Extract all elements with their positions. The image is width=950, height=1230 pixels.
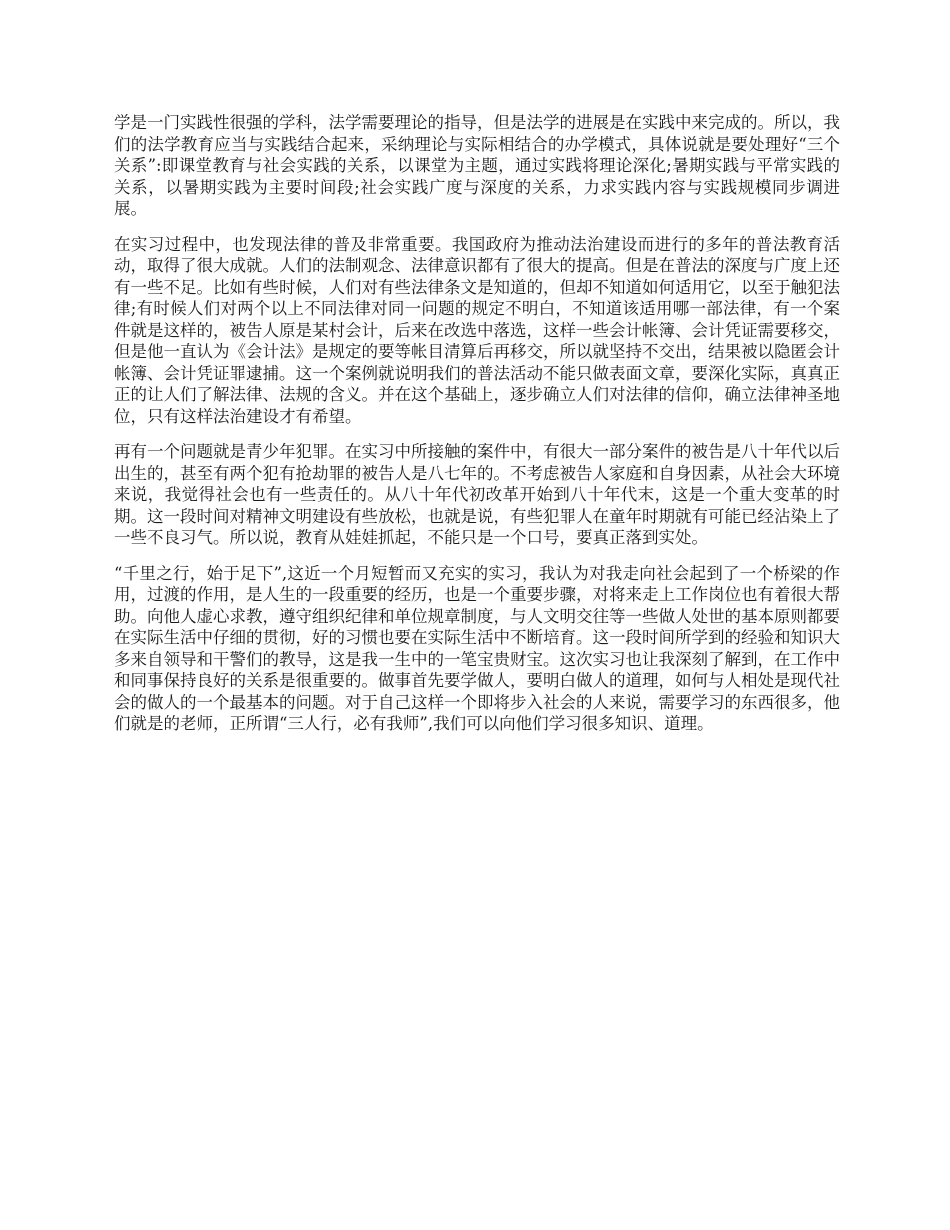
paragraph-4: “千里之行，始于足下”,这近一个月短暂而又充实的实习，我认为对我走向社会起到了一个桥梁的作用，过渡的作用，是人生的一段重要的经历，也是一个重要步骤，对将来走上工作岗位也有着很大帮助。向他人虚心求教，遵守组织纪律和单位规章制度，与人文明交往等一些做人处世的基本原则都要在实际生活中仔细的贯彻，好的习惯也要在实际生活中不断培育。这一段时间所学到的经验和知识大多来自领导和干警们的教导，这是我一生中的一笔宝贵财宝。这次实习也让我深刻了解到，在工作中和同事保持良好的关系是很重要的。做事首先要学做人，要明白做人的道理，如何与人相处是现代社会的做人的一个最基本的问题。对于自己这样一个即将步入社会的人来说，需要学习的东西很多，他们就是的老师，正所谓“三人行，必有我师”,我们可以向他们学习很多知识、道理。 <box>114 563 840 733</box>
paragraph-1: 学是一门实践性很强的学科，法学需要理论的指导，但是法学的进展是在实践中来完成的。所以，我们的法学教育应当与实践结合起来，采纳理论与实际相结合的办学模式，具体说就是要处理好“三个关系”:即课堂教育与社会实践的关系，以课堂为主题，通过实践将理论深化;暑期实践与平常实践的关系，以暑期实践为主要时间段;社会实践广度与深度的关系，力求实践内容与实践规模同步调进展。 <box>114 113 840 218</box>
document-body <box>114 112 840 749</box>
paragraph-3: 再有一个问题就是青少年犯罪。在实习中所接触的案件中，有很大一部分案件的被告是八十年代以后出生的，甚至有两个犯有抢劫罪的被告人是八七年的。不考虑被告人家庭和自身因素，从社会大环境来说，我觉得社会也有一些责任的。从八十年代初改革开始到八十年代末，这是一个重大变革的时期。这一段时间对精神文明建设有些放松，也就是说，有些犯罪人在童年时期就有可能已经沾染上了一些不良习气。所以说，教育从娃娃抓起，不能只是一个口号，要真正落到实处。 <box>114 442 840 547</box>
paragraph-2: 在实习过程中，也发现法律的普及非常重要。我国政府为推动法治建设而进行的多年的普法教育活动，取得了很大成就。人们的法制观念、法律意识都有了很大的提高。但是在普法的深度与广度上还有一些不足。比如有些时候，人们对有些法律条文是知道的，但却不知道如何适用它，以至于触犯法律;有时候人们对两个以上不同法律对同一问题的规定不明白，不知道该适用哪一部法律，有一个案件就是这样的，被告人原是某村会计，后来在改选中落选，这样一些会计帐簿、会计凭证需要移交，但是他一直认为《会计法》是规定的要等帐目清算后再移交，所以就坚持不交出，结果被以隐匿会计帐簿、会计凭证罪逮捕。这一个案例就说明我们的普法活动不能只做表面文章，要深化实际，真真正正的让人们了解法律、法规的含义。并在这个基础上，逐步确立人们对法律的信仰，确立法律神圣地位，只有这样法治建设才有希望。 <box>114 234 840 426</box>
